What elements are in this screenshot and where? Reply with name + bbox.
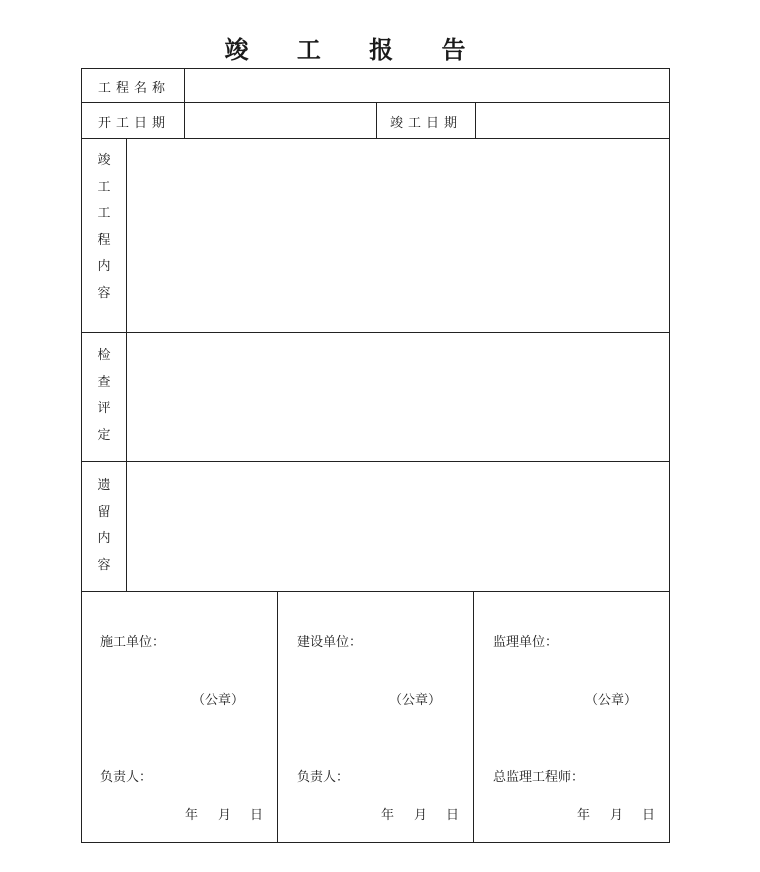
supervisor-day: 日 — [642, 808, 656, 823]
construction-year: 年 — [185, 808, 199, 823]
remaining-label: 遗留内容 — [97, 478, 111, 573]
page-title — [0, 30, 690, 65]
owner-person-label: 负责人： — [297, 770, 350, 785]
owner-unit-label: 建设单位： — [297, 635, 363, 650]
construction-unit-label: 施工单位： — [100, 635, 166, 650]
remaining-area[interactable] — [126, 461, 670, 592]
owner-signature-cell[interactable] — [277, 591, 474, 843]
completion-date-label: 竣工日期 — [390, 116, 463, 131]
inspection-label: 检查评定 — [97, 348, 111, 443]
supervisor-month: 月 — [610, 808, 624, 823]
completed-content-label: 竣工工程内容 — [97, 153, 111, 301]
supervisor-year: 年 — [577, 808, 591, 823]
supervisor-seal: （公章） — [585, 693, 638, 708]
owner-year: 年 — [381, 808, 395, 823]
supervisor-signature-cell[interactable] — [473, 591, 670, 843]
construction-person-label: 负责人： — [100, 770, 153, 785]
start-date-field[interactable] — [184, 102, 377, 139]
construction-day: 日 — [250, 808, 264, 823]
project-name-field[interactable] — [184, 68, 670, 103]
supervisor-unit-label: 监理单位： — [493, 635, 559, 650]
owner-seal: （公章） — [389, 693, 442, 708]
owner-month: 月 — [414, 808, 428, 823]
construction-month: 月 — [218, 808, 232, 823]
supervisor-person-label: 总监理工程师： — [493, 770, 585, 785]
title-char-3: 报 — [369, 35, 394, 64]
inspection-area[interactable] — [126, 332, 670, 462]
project-name-label: 工程名称 — [98, 81, 171, 96]
owner-day: 日 — [446, 808, 460, 823]
start-date-label: 开工日期 — [98, 116, 171, 131]
title-char-4: 告 — [441, 35, 466, 64]
title-char-1: 竣 — [224, 35, 249, 64]
construction-signature-cell[interactable] — [81, 591, 278, 843]
completion-date-field[interactable] — [475, 102, 670, 139]
construction-seal: （公章） — [192, 693, 245, 708]
completed-content-area[interactable] — [126, 138, 670, 333]
title-char-2: 工 — [296, 35, 321, 64]
